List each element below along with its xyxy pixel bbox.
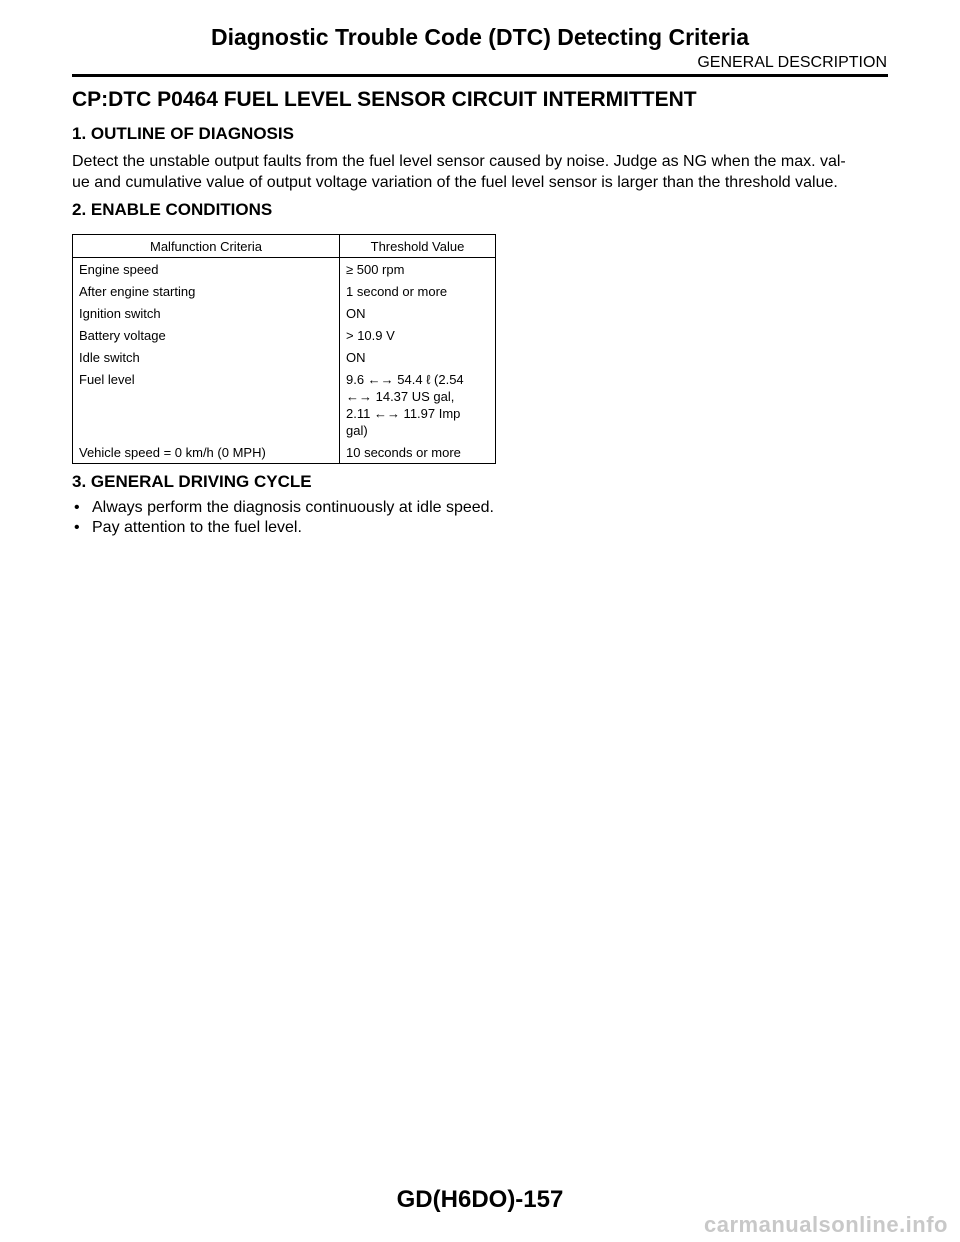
bullet-icon: • <box>74 499 80 516</box>
threshold-line: ←→ 14.37 US gal, <box>346 389 455 404</box>
list-item-text: Pay attention to the fuel level. <box>92 519 302 536</box>
threshold-line: 2.11 ←→ 11.97 Imp <box>346 406 461 421</box>
outline-line-1: Detect the unstable output faults from the fuel level sensor caused by noise. Judge as NG when the max. val- <box>72 153 846 170</box>
threshold-line: gal) <box>346 423 368 438</box>
bullet-icon: • <box>74 519 80 536</box>
table-row <box>73 258 496 281</box>
outline-line-2: ue and cumulative value of output voltage variation of the fuel level sensor is larger than the threshold value. <box>72 174 838 191</box>
criteria-cell: Engine speed <box>73 258 340 281</box>
outline-paragraph <box>72 151 892 193</box>
table-header-row <box>73 235 496 258</box>
column-header-criteria: Malfunction Criteria <box>73 235 340 258</box>
page-title: Diagnostic Trouble Code (DTC) Detecting Criteria <box>211 24 749 50</box>
criteria-cell: Vehicle speed = 0 km/h (0 MPH) <box>73 441 340 464</box>
dtc-heading: CP:DTC P0464 FUEL LEVEL SENSOR CIRCUIT INTERMITTENT <box>72 88 697 111</box>
threshold-cell: ≥ 500 rpm <box>346 262 405 277</box>
list-item-text: Always perform the diagnosis continuously at idle speed. <box>92 499 494 516</box>
threshold-cell: ON <box>346 350 366 365</box>
threshold-cell <box>340 368 496 441</box>
threshold-cell: 10 seconds or more <box>346 445 461 460</box>
outline-heading: 1. OUTLINE OF DIAGNOSIS <box>72 124 294 143</box>
section-label: GENERAL DESCRIPTION <box>697 54 887 71</box>
criteria-cell: After engine starting <box>73 280 340 302</box>
list-item <box>72 518 494 538</box>
cycle-heading: 3. GENERAL DRIVING CYCLE <box>72 472 312 491</box>
header-rule <box>72 74 888 77</box>
table-row <box>73 368 496 441</box>
threshold-cell: ON <box>346 306 366 321</box>
table-row <box>73 346 496 368</box>
criteria-cell: Idle switch <box>73 346 340 368</box>
criteria-cell: Fuel level <box>73 368 340 441</box>
threshold-line: 9.6 ←→ 54.4 ℓ (2.54 <box>346 372 464 387</box>
watermark: carmanualsonline.info <box>704 1212 948 1237</box>
column-header-threshold: Threshold Value <box>340 235 496 258</box>
list-item <box>72 498 494 518</box>
table-row <box>73 302 496 324</box>
table-row <box>73 324 496 346</box>
table-row <box>73 441 496 464</box>
criteria-cell: Battery voltage <box>73 324 340 346</box>
enable-heading: 2. ENABLE CONDITIONS <box>72 200 273 219</box>
threshold-cell: 1 second or more <box>346 284 448 299</box>
table-row <box>73 280 496 302</box>
criteria-cell: Ignition switch <box>73 302 340 324</box>
cycle-bullet-list <box>72 498 494 538</box>
threshold-cell: > 10.9 V <box>346 328 395 343</box>
page-number: GD(H6DO)-157 <box>396 1186 564 1213</box>
enable-conditions-table <box>72 234 496 464</box>
